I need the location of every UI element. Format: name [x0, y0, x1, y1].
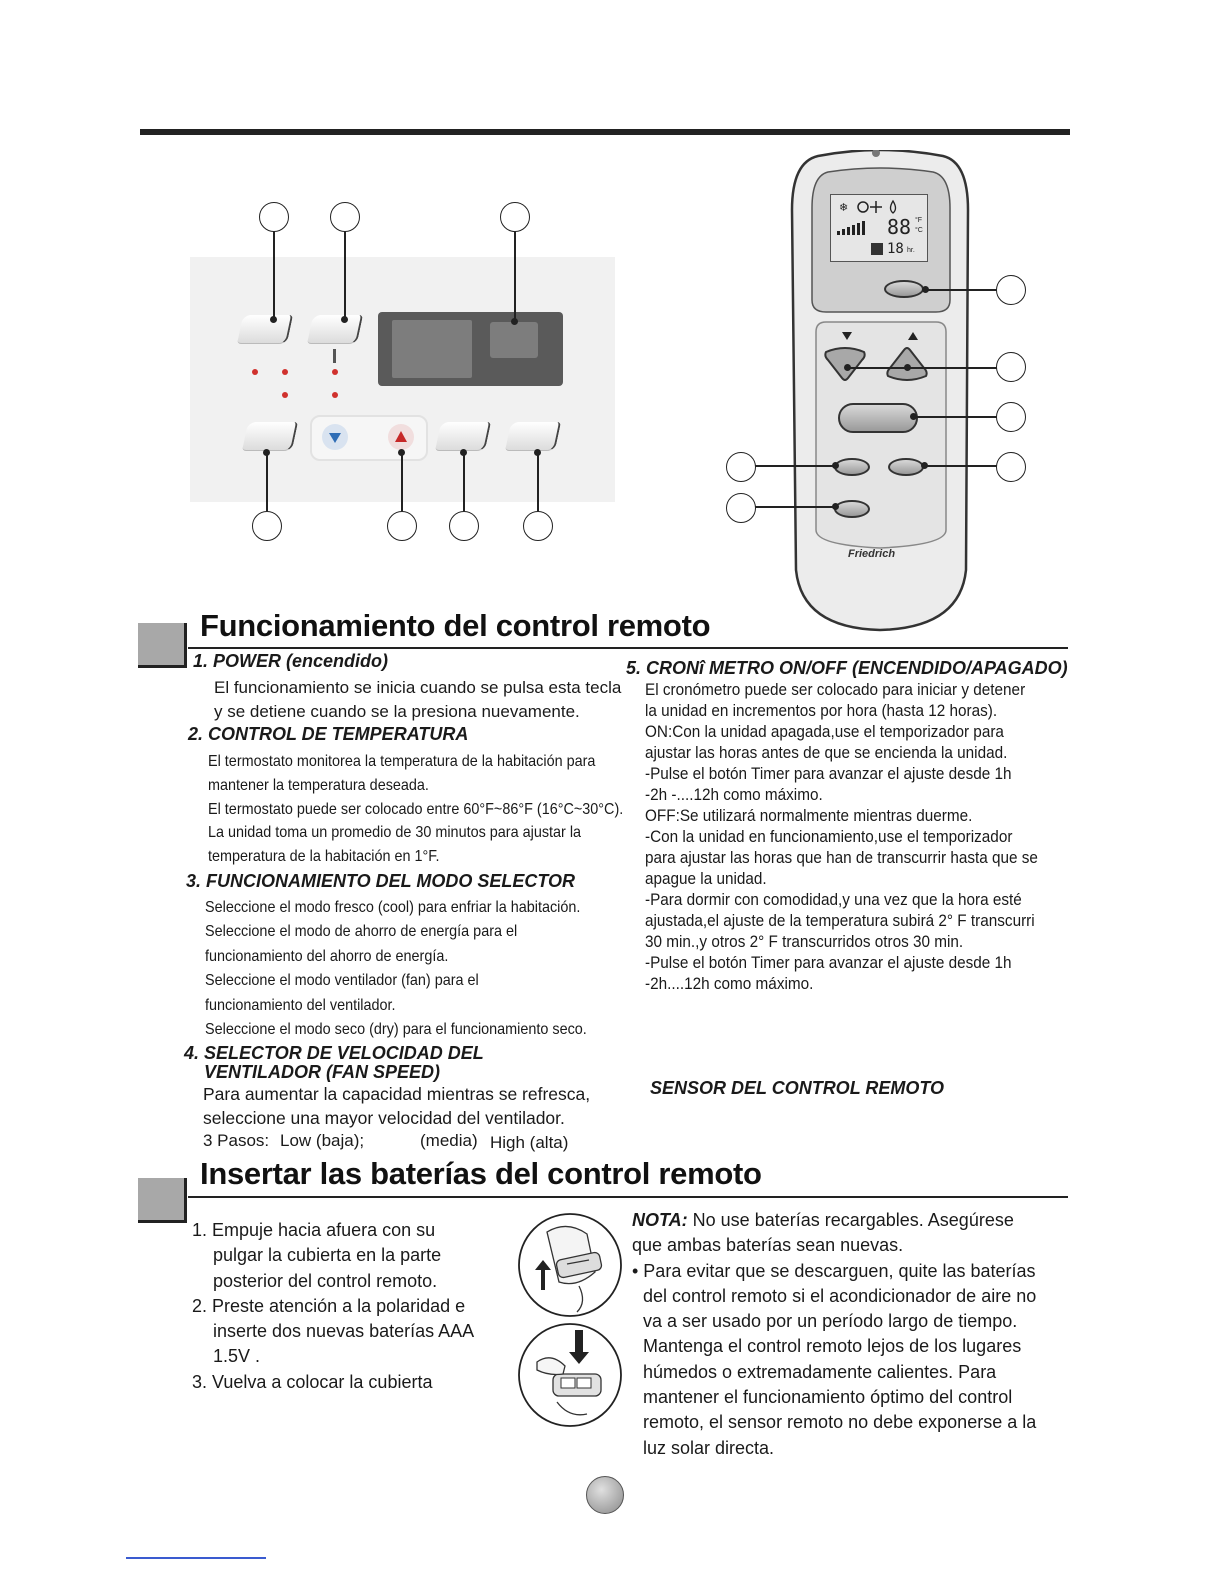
item4-title-line1: 4. SELECTOR DE VELOCIDAD DEL [184, 1043, 484, 1063]
section-marker [138, 1178, 187, 1223]
remote-mode-button[interactable] [838, 403, 918, 433]
text-line: El termostato puede ser colocado entre 60°F~86°F (16°C~30°C). [208, 800, 624, 818]
text-line: Para aumentar la capacidad mientras se refresca, [203, 1084, 591, 1104]
indicator-light [282, 369, 288, 375]
item1-text [214, 676, 621, 724]
text-line: inserte dos nuevas baterías AAA [213, 1321, 475, 1342]
item3-title: 3. FUNCIONAMIENTO DEL MODO SELECTOR [186, 871, 576, 891]
nota-first-line [632, 1208, 1036, 1233]
item2-title: 2. CONTROL DE TEMPERATURA [188, 724, 469, 744]
lcd-temperature: 88 [887, 215, 912, 239]
panel-display [378, 312, 563, 386]
text-line: va a ser usado por un período largo de tiempo. [643, 1311, 1018, 1332]
insert-batteries-illustration [517, 1322, 623, 1428]
leader-line [537, 452, 539, 511]
battery-insert-illustration [517, 1322, 623, 1428]
text-line: seleccione una mayor velocidad del ventilador. [203, 1108, 565, 1128]
sensor-title: SENSOR DEL CONTROL REMOTO [650, 1078, 945, 1098]
text-line: -2h -....12h como máximo. [645, 785, 823, 804]
leader-line [755, 465, 835, 467]
text-line: ON:Con la unidad apagada,use el temporizador para [645, 722, 1004, 741]
text-line: ajustar las horas antes de que se encienda la unidad. [645, 743, 1008, 762]
panel-timer-set-button[interactable] [505, 422, 561, 451]
indicator-bar [333, 349, 336, 363]
remote-callout-2 [996, 352, 1026, 382]
lcd-on-off-indicator [871, 243, 883, 255]
lcd-unit-c: °C [915, 227, 923, 234]
text-line: Mantenga el control remoto lejos de los lugares [643, 1336, 1022, 1357]
text-line: El cronómetro puede ser colocado para iniciar y detener [645, 680, 1026, 699]
item5-text [645, 679, 1038, 994]
text-line: Seleccione el modo ventilador (fan) para el [205, 972, 479, 990]
leader-pin [341, 316, 348, 323]
text-line: Seleccione el modo seco (dry) para el funcionamiento seco. [205, 1021, 587, 1039]
remote-fan-button[interactable] [834, 458, 870, 476]
text-line: El termostato monitorea la temperatura de la habitación para [208, 753, 596, 770]
text-line: -Para dormir con comodidad,y una vez que la hora esté [645, 890, 1022, 909]
indicator-light [252, 369, 258, 375]
leader-line [924, 465, 997, 467]
lcd-hr: hr. [907, 247, 915, 254]
leader-line [273, 231, 275, 319]
svg-text:❄: ❄ [839, 201, 849, 214]
text-line: la unidad en incrementos por hora (hasta 12 horas). [645, 701, 998, 720]
text-line: funcionamiento del ahorro de energía. [205, 947, 449, 965]
panel-mode-button[interactable] [307, 315, 363, 344]
leader-line [401, 452, 403, 511]
text-line: para ajustar las horas que han de transcurrir hasta que se [645, 848, 1038, 867]
leader-pin [511, 318, 518, 325]
leader-line [463, 452, 465, 511]
indicator-light [332, 392, 338, 398]
section-remote-heading: Funcionamiento del control remoto [200, 608, 711, 643]
text-line: 1.5V . [213, 1346, 261, 1367]
callout-3 [330, 202, 360, 232]
footer-link-line[interactable] [126, 1557, 266, 1559]
nota-label: NOTA: [632, 1210, 688, 1230]
leader-pin [270, 316, 277, 323]
remote-control [788, 150, 973, 635]
text-line: • Para evitar que se descarguen, quite las baterías [632, 1260, 1036, 1281]
indicator-light [282, 392, 288, 398]
control-panel-diagram [190, 257, 615, 502]
text-line: temperatura de la habitación en 1°F. [208, 848, 440, 866]
panel-power-button[interactable] [237, 315, 293, 344]
text-line: mantener la temperatura deseada. [208, 776, 429, 794]
text-line: y se detiene cuando se la presiona nuevamente. [214, 702, 580, 721]
remote-callout-1 [996, 275, 1026, 305]
item1-title: 1. POWER (encendido) [193, 651, 389, 671]
down-arrow-icon [322, 424, 348, 450]
item4-title-line2: VENTILADOR (FAN SPEED) [204, 1062, 441, 1082]
remote-timer-button[interactable] [888, 458, 924, 476]
text-line: -Con la unidad en funcionamiento,use el temporizador [645, 827, 1013, 846]
text-line: Seleccione el modo fresco (cool) para enfriar la habitación. [205, 899, 581, 916]
temperature-control-group [310, 415, 428, 461]
text-line: luz solar directa. [643, 1437, 775, 1458]
panel-fan-speed-button[interactable] [242, 422, 298, 451]
temp-up-button[interactable] [388, 424, 414, 450]
section-batteries-heading: Insertar las baterías del control remoto [200, 1156, 762, 1191]
remote-power-button[interactable] [884, 280, 924, 298]
top-rule [140, 129, 1070, 135]
text-line: que ambas baterías sean nuevas. [632, 1235, 904, 1256]
text-line: 1. Empuje hacia afuera con su [192, 1220, 436, 1240]
fan-step-low: Low (baja); [280, 1131, 365, 1150]
leader-line [755, 506, 835, 508]
leader-line [913, 416, 997, 418]
leader-pin [832, 503, 839, 510]
text-line: remoto, el sensor remoto no debe exponerse a la [643, 1412, 1037, 1433]
arrow-labels [836, 328, 926, 346]
battery-steps [192, 1218, 474, 1395]
remote-callout-3 [996, 402, 1026, 432]
text-line: -Pulse el botón Timer para avanzar el ajuste desde 1h [645, 764, 1012, 783]
lcd-unit-f: °F [915, 217, 923, 224]
text-line: 2. Preste atención a la polaridad e [192, 1295, 466, 1316]
callout-4 [252, 511, 282, 541]
temp-down-button[interactable] [322, 424, 348, 450]
text-line: del control remoto si el acondicionador de aire no [643, 1285, 1037, 1306]
text-line: La unidad toma un promedio de 30 minutos para ajustar la [208, 824, 582, 842]
text-line: apague la unidad. [645, 869, 767, 888]
battery-cover-illustration [517, 1212, 623, 1318]
remote-lcd [830, 194, 928, 262]
remote-callout-5 [996, 452, 1026, 482]
text-line: -2h....12h como máximo. [645, 974, 814, 993]
remote-sleep-button[interactable] [834, 500, 870, 518]
text-line: OFF:Se utilizará normalmente mientras duerme. [645, 806, 973, 825]
nota-block [632, 1208, 1036, 1461]
text-line: -Pulse el botón Timer para avanzar el ajuste desde 1h [645, 953, 1012, 972]
item3-text [205, 896, 587, 1042]
leader-pin [832, 462, 839, 469]
remote-sensor [490, 322, 538, 358]
remote-callout-6 [726, 493, 756, 523]
page-number-marker [586, 1476, 624, 1514]
leader-line [925, 289, 997, 291]
lcd-timer: 18 [887, 241, 904, 257]
callout-2 [387, 511, 417, 541]
fan-steps-label: 3 Pasos: [203, 1131, 270, 1150]
text-line: El funcionamiento se inicia cuando se pulsa esta tecla [214, 678, 622, 697]
item4-text [203, 1082, 590, 1130]
text-line: posterior del control remoto. [213, 1270, 438, 1291]
fan-speed-bars [837, 221, 877, 237]
text-line: mantener el funcionamiento óptimo del control [643, 1387, 1013, 1408]
panel-timer-button[interactable] [435, 422, 491, 451]
remove-cover-illustration [517, 1212, 623, 1318]
section-rule [188, 1196, 1068, 1198]
callout-5 [449, 511, 479, 541]
text-line: funcionamiento del ventilador. [205, 996, 396, 1014]
text-line: 3. Vuelva a colocar la cubierta [192, 1371, 433, 1392]
callout-1 [259, 202, 289, 232]
item2-text [208, 750, 623, 869]
indicator-light [332, 369, 338, 375]
up-arrow-icon [388, 424, 414, 450]
callout-sensor [500, 202, 530, 232]
item5-title: 5. CRONî METRO ON/OFF (ENCENDIDO/APAGADO) [626, 658, 1068, 678]
callout-5b [523, 511, 553, 541]
text-line: húmedos o extremadamente calientes. Para [643, 1361, 997, 1382]
leader-line [847, 367, 997, 369]
section-rule [188, 647, 1068, 649]
nota-text: No use baterías recargables. Asegúrese [687, 1210, 1014, 1230]
lcd-mode-icons [831, 195, 927, 217]
text-line: ajustada,el ajuste de la temperatura subirá 2° F transcurri [645, 911, 1035, 930]
text-line: pulgar la cubierta en la parte [213, 1245, 442, 1266]
leader-line [514, 231, 516, 321]
display-window [392, 320, 472, 378]
remote-callout-4 [726, 452, 756, 482]
leader-line [266, 452, 268, 511]
remote-brand: Friedrich [848, 548, 896, 560]
text-line: 30 min.,y otros 2° F transcurridos otros 30 min. [645, 932, 964, 951]
leader-line [344, 231, 346, 319]
text-line: Seleccione el modo de ahorro de energía para el [205, 923, 518, 941]
fan-step-high: High (alta) [490, 1133, 569, 1152]
fan-step-medium: (media) [420, 1131, 478, 1150]
section-marker [138, 623, 187, 668]
